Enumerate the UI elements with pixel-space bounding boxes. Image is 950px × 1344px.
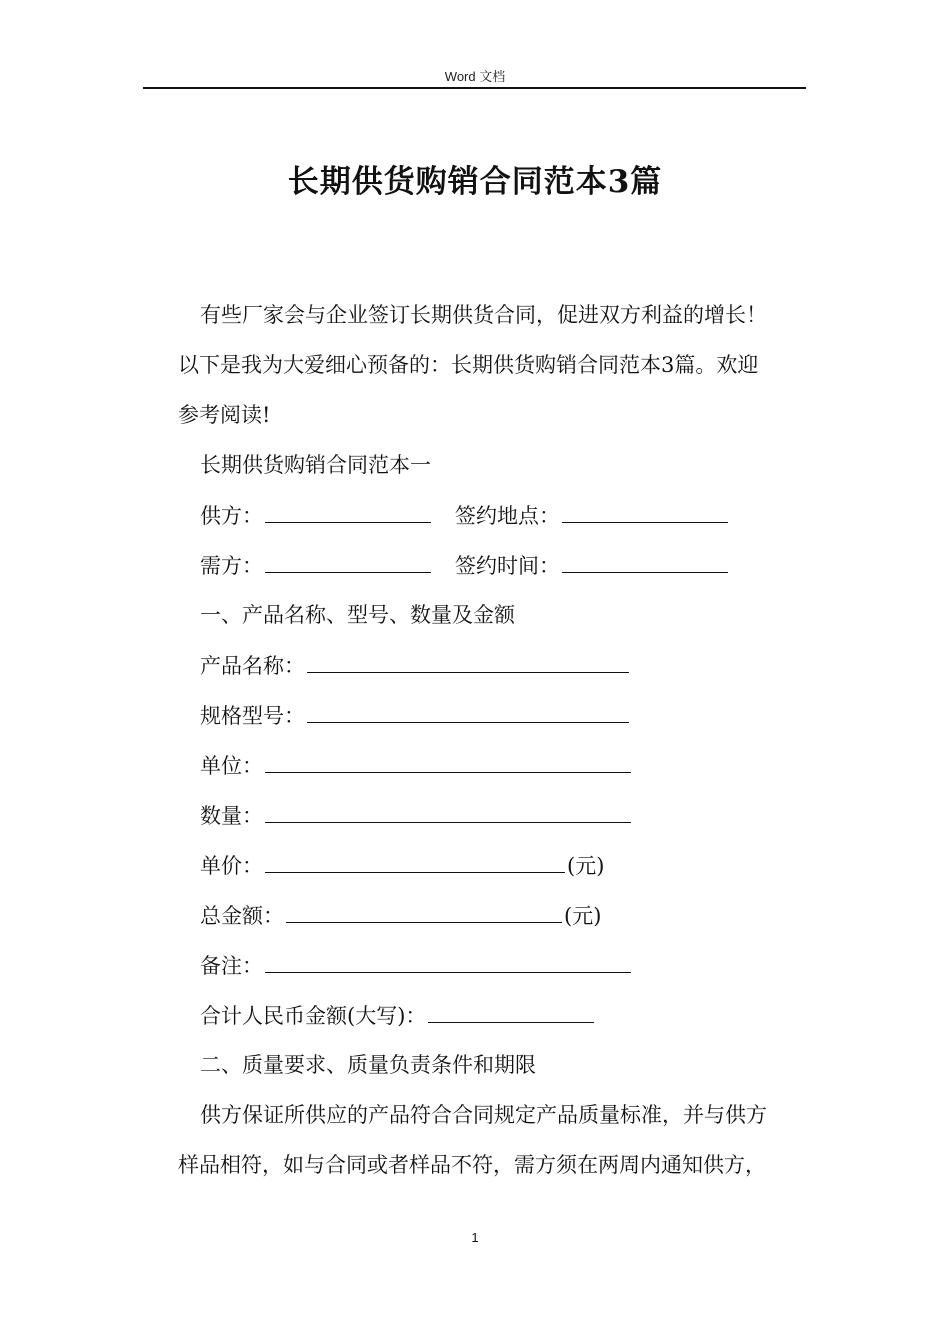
total-blank	[286, 900, 562, 923]
unit-row	[200, 750, 633, 781]
rmb-total-label: 合计人民币金额(大写)：	[200, 1004, 427, 1028]
unit-blank	[265, 750, 631, 773]
page-number: 1	[471, 1230, 479, 1245]
buyer-blank	[265, 550, 431, 573]
body-line-1: 供方保证所供应的产品符合合同规定产品质量标准，并与供方	[200, 1103, 767, 1127]
buyer-label: 需方：	[200, 554, 263, 578]
note-blank	[265, 950, 631, 973]
price-blank	[265, 850, 565, 873]
header-rule	[143, 87, 806, 89]
total-label: 总金额：	[200, 904, 284, 928]
price-label: 单价：	[200, 854, 263, 878]
sign-place-label: 签约地点：	[455, 504, 560, 528]
total-unit: (元)	[564, 904, 602, 928]
intro-line-1: 有些厂家会与企业签订长期供货合同，促进双方利益的增长！	[200, 303, 767, 327]
note-label: 备注：	[200, 954, 263, 978]
price-unit: (元)	[567, 854, 605, 878]
section-title: 长期供货购销合同范本一	[200, 453, 431, 477]
spec-row	[200, 700, 631, 731]
quantity-row	[200, 800, 633, 831]
supplier-row	[200, 500, 730, 531]
note-row	[200, 950, 633, 981]
product-name-blank	[307, 650, 629, 673]
intro-line-2: 以下是我为大爱细心预备的：长期供货购销合同范本3篇。欢迎	[178, 353, 759, 377]
body-line-2: 样品相符，如与合同或者样品不符，需方须在两周内通知供方，	[178, 1153, 766, 1177]
unit-label: 单位：	[200, 754, 263, 778]
sign-place-blank	[562, 500, 728, 523]
supplier-blank	[265, 500, 431, 523]
heading-1: 一、产品名称、型号、数量及金额	[200, 603, 515, 627]
quantity-blank	[265, 800, 631, 823]
product-name-label: 产品名称：	[200, 654, 305, 678]
intro-line-3: 参考阅读!	[178, 403, 271, 427]
product-name-row	[200, 650, 631, 681]
rmb-total-row	[200, 1000, 596, 1031]
price-row	[200, 850, 604, 881]
supplier-label: 供方：	[200, 504, 263, 528]
quantity-label: 数量：	[200, 804, 263, 828]
sign-time-blank	[562, 550, 728, 573]
heading-2: 二、质量要求、质量负责条件和期限	[200, 1053, 536, 1077]
total-row	[200, 900, 601, 931]
page-header: Word 文档	[444, 69, 506, 84]
buyer-row	[200, 550, 730, 581]
document-title: 长期供货购销合同范本3篇	[287, 164, 663, 200]
sign-time-label: 签约时间：	[455, 554, 560, 578]
rmb-total-blank	[428, 1000, 594, 1023]
spec-blank	[307, 700, 629, 723]
spec-label: 规格型号：	[200, 704, 305, 728]
